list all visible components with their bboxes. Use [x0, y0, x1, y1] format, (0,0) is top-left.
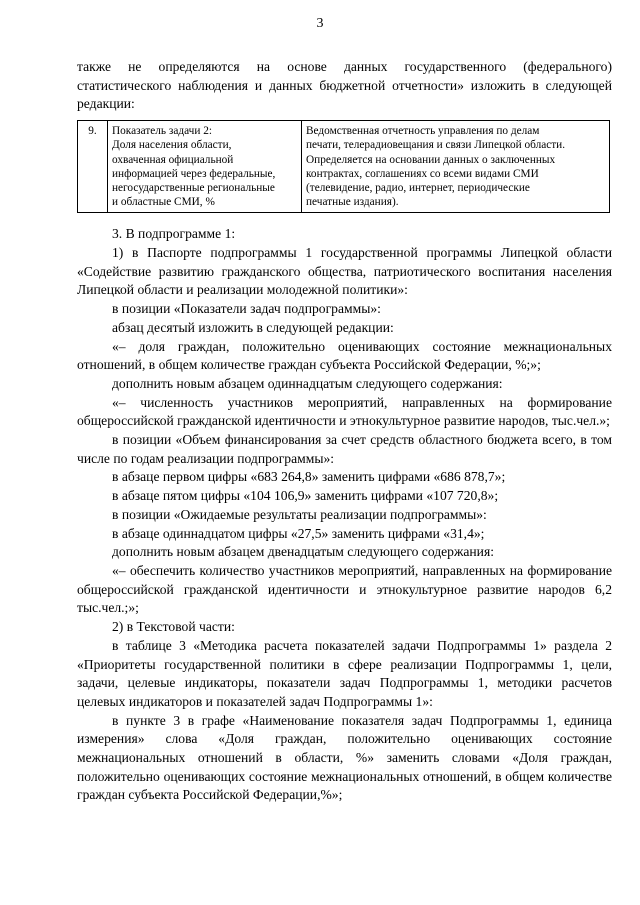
table-row — [78, 121, 610, 213]
paragraph: в абзаце одиннадцатом цифры «27,5» заменить цифрами «31,4»; — [112, 525, 485, 541]
paragraph: дополнить новым абзацем одиннадцатым следующего содержания: — [112, 375, 503, 391]
indicator-table-wrap — [77, 120, 612, 213]
paragraph: «– доля граждан, положительно оценивающих состояние межнациональных отношений, в общем количестве граждан субъекта Российской Федерации, %;»; — [77, 338, 612, 373]
cell-line: и областные СМИ, % — [112, 196, 215, 209]
cell-line: Ведомственная отчетность управления по делам — [306, 125, 540, 138]
row-number-cell: 9. — [78, 121, 108, 213]
cell-line: печатные издания). — [306, 196, 399, 209]
paragraph: в позиции «Ожидаемые результаты реализации подпрограммы»: — [112, 506, 487, 522]
paragraph: «– численность участников мероприятий, направленных на формирование общероссийской гражданской идентичности и этнокультурное развитие народов, тыс.чел.»; — [77, 394, 612, 429]
page-number: 3 — [316, 16, 324, 31]
paragraph: 2) в Текстовой части: — [112, 619, 235, 635]
paragraph: в таблице 3 «Методика расчета показателей задачи Подпрограммы 1» раздела 2 «Приоритеты государственной политики в сфере реализации Подпрограммы 1, цели, задачи, целевые индикаторы, показатели задач Подпрограммы 1, методики расчетов целевых индикаторов и показателей задач Подпрограммы 1»: — [77, 637, 612, 709]
paragraph: 3. В подпрограмме 1: — [112, 226, 236, 242]
cell-line: охваченная официальной — [112, 153, 234, 166]
cell-line: контрактах, соглашениях со всеми видами СМИ — [306, 167, 539, 180]
document-body — [77, 58, 612, 805]
paragraph: дополнить новым абзацем двенадцатым следующего содержания: — [112, 544, 494, 560]
cell-line: Показатель задачи 2: — [112, 125, 213, 138]
paragraph: в абзаце первом цифры «683 264,8» заменить цифрами «686 878,7»; — [112, 469, 506, 485]
paragraph: в абзаце пятом цифры «104 106,9» заменить цифрами «107 720,8»; — [112, 488, 499, 504]
cell-line: информацией через федеральные, — [112, 167, 276, 180]
paragraph: в пункте 3 в графе «Наименование показателя задач Подпрограммы 1, единица измерения» слова «Доля граждан, положительно оценивающих состояние межнациональных отношений в области, %» заменить словами «Доля граждан, положительно оценивающих состояние межнациональных отношений, в общем количестве граждан субъекта Российской Федерации,%»; — [77, 712, 612, 803]
paragraph: абзац десятый изложить в следующей редакции: — [112, 319, 394, 335]
cell-line: (телевидение, радио, интернет, периодические — [306, 181, 530, 194]
intro-paragraph: также не определяются на основе данных государственного (федерального) статистического наблюдения и данных бюджетной отчетности» изложить в следующей редакции: — [77, 59, 612, 112]
data-source-cell — [302, 121, 610, 213]
paragraph: «– обеспечить количество участников мероприятий, направленных на формирование общероссийской гражданской идентичности и этнокультурное развитие народов 6,2 тыс.чел.;»; — [77, 562, 612, 616]
indicator-name-cell — [108, 121, 302, 213]
cell-line: Доля населения области, — [112, 139, 232, 152]
cell-line: негосударственные региональные — [112, 181, 275, 194]
paragraph: в позиции «Объем финансирования за счет средств областного бюджета всего, в том числе по годам реализации подпрограммы»: — [77, 432, 612, 466]
paragraph: в позиции «Показатели задач подпрограммы»: — [112, 301, 381, 317]
cell-line: печати, телерадиовещания и связи Липецкой области. — [306, 139, 566, 152]
indicator-table — [77, 120, 610, 213]
paragraph: 1) в Паспорте подпрограммы 1 государственной программы Липецкой области «Содействие развитию гражданского общества, патриотического воспитания населения Липецкой области и реализации молодежной политики»: — [77, 245, 612, 298]
cell-line: Определяется на основании данных о заключенных — [306, 153, 556, 166]
